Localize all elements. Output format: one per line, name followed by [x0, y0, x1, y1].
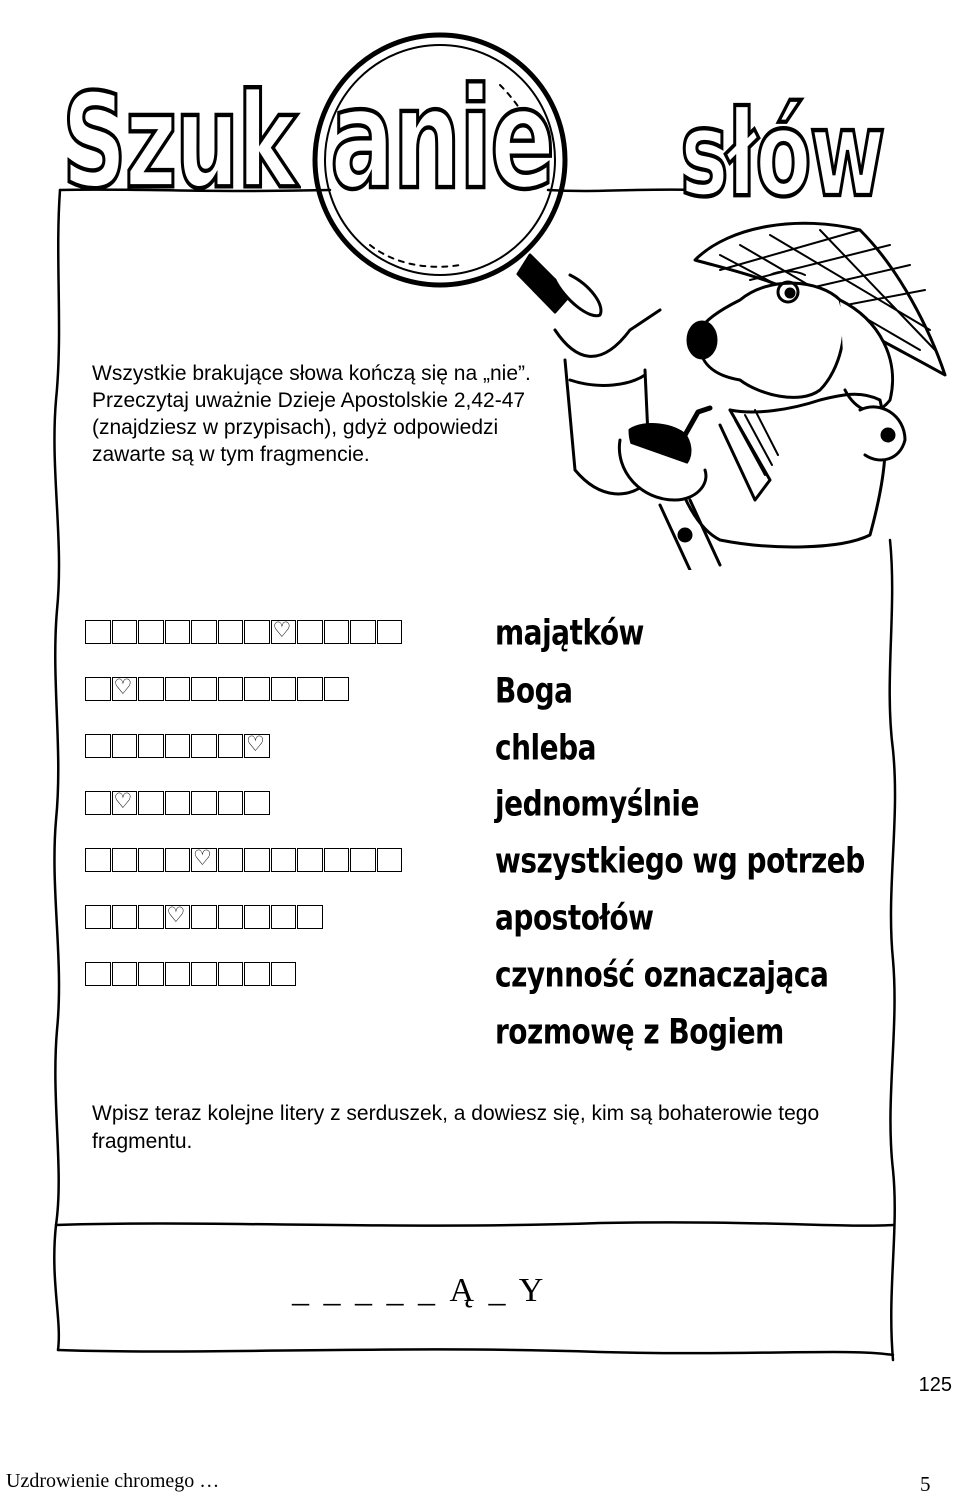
letter-box[interactable] — [165, 848, 191, 872]
letter-box[interactable] — [377, 620, 403, 644]
letter-box[interactable] — [191, 677, 217, 701]
clue-text: majątków — [495, 612, 644, 654]
letter-box[interactable] — [165, 962, 191, 986]
intro-text: Wszystkie brakujące słowa kończą się na „nie”. Przeczytaj uważnie Dzieje Apostolskie 2,42-47 (znajdziesz w przypisach), gdyż odpowiedzi zawarte są w tym fragmencie. — [92, 362, 531, 466]
clue-text: wszystkiego wg potrzeb — [495, 840, 865, 882]
heart-letter-box[interactable] — [244, 734, 270, 758]
letter-box[interactable] — [85, 734, 111, 758]
instructions-text: Wpisz teraz kolejne litery z serduszek, a dowiesz się, kim są bohaterowie tego fragmentu. — [92, 1102, 820, 1153]
letter-box[interactable] — [138, 620, 164, 644]
letter-box[interactable] — [377, 848, 403, 872]
letter-box[interactable] — [218, 962, 244, 986]
clue-text: rozmowę z Bogiem — [495, 1011, 784, 1053]
letter-box[interactable] — [165, 620, 191, 644]
letter-box[interactable] — [297, 677, 323, 701]
clue-text: Boga — [495, 670, 573, 712]
footer-title: Uzdrowienie chromego … — [6, 1470, 220, 1492]
letter-box[interactable] — [138, 905, 164, 929]
letter-box-row[interactable] — [85, 734, 271, 762]
letter-box[interactable] — [191, 905, 217, 929]
letter-box[interactable] — [218, 905, 244, 929]
letter-box[interactable] — [165, 791, 191, 815]
clue-text: apostołów — [495, 897, 654, 939]
answer-line[interactable]: _ _ _ _ _ Ą _ Y — [292, 1272, 547, 1309]
letter-box[interactable] — [324, 620, 350, 644]
letter-box-row[interactable] — [85, 677, 350, 705]
letter-box[interactable] — [85, 620, 111, 644]
clue-text: chleba — [495, 727, 597, 769]
letter-box[interactable] — [297, 620, 323, 644]
heart-letter-box[interactable] — [271, 620, 297, 644]
letter-box[interactable] — [112, 905, 138, 929]
letter-box[interactable] — [244, 905, 270, 929]
letter-box[interactable] — [271, 848, 297, 872]
letter-box[interactable] — [191, 791, 217, 815]
clue-text: czynność oznaczająca — [495, 954, 829, 996]
letter-box[interactable] — [244, 677, 270, 701]
letter-box-row[interactable] — [85, 905, 324, 933]
title-part-szuk: Szuk — [62, 66, 296, 219]
letter-box[interactable] — [350, 620, 376, 644]
title-part-anie: anie — [330, 58, 554, 221]
letter-box[interactable] — [112, 734, 138, 758]
heart-letter-box[interactable] — [191, 848, 217, 872]
letter-box[interactable] — [112, 620, 138, 644]
letter-box-row[interactable] — [85, 620, 403, 648]
letter-box[interactable] — [85, 677, 111, 701]
letter-box[interactable] — [218, 791, 244, 815]
heart-letter-box[interactable] — [112, 677, 138, 701]
letter-box[interactable] — [191, 734, 217, 758]
letter-box[interactable] — [85, 791, 111, 815]
letter-box[interactable] — [112, 962, 138, 986]
letter-box[interactable] — [297, 848, 323, 872]
letter-box[interactable] — [218, 848, 244, 872]
letter-box[interactable] — [138, 962, 164, 986]
heart-letter-box[interactable] — [112, 791, 138, 815]
letter-box[interactable] — [350, 848, 376, 872]
letter-box[interactable] — [271, 962, 297, 986]
letter-box[interactable] — [85, 905, 111, 929]
clue-text: jednomyślnie — [495, 783, 700, 825]
letter-box-row[interactable] — [85, 791, 271, 819]
letter-box[interactable] — [271, 677, 297, 701]
letter-box[interactable] — [138, 848, 164, 872]
letter-box[interactable] — [218, 677, 244, 701]
page-number: 125 — [918, 1374, 952, 1396]
letter-box[interactable] — [244, 620, 270, 644]
letter-box[interactable] — [165, 677, 191, 701]
letter-box[interactable] — [85, 962, 111, 986]
letter-box[interactable] — [244, 848, 270, 872]
letter-box[interactable] — [138, 677, 164, 701]
letter-box[interactable] — [112, 848, 138, 872]
letter-box[interactable] — [324, 677, 350, 701]
title-part-slow: słów — [680, 86, 884, 224]
letter-box[interactable] — [218, 734, 244, 758]
letter-box[interactable] — [218, 620, 244, 644]
letter-box[interactable] — [324, 848, 350, 872]
letter-box[interactable] — [191, 962, 217, 986]
letter-box[interactable] — [271, 905, 297, 929]
letter-box[interactable] — [244, 791, 270, 815]
letter-box[interactable] — [138, 734, 164, 758]
letter-box[interactable] — [165, 734, 191, 758]
letter-box[interactable] — [85, 848, 111, 872]
letter-box[interactable] — [191, 620, 217, 644]
footer-page-number: 5 — [920, 1472, 931, 1496]
heart-letter-box[interactable] — [165, 905, 191, 929]
letter-box[interactable] — [297, 905, 323, 929]
letter-box-row[interactable] — [85, 848, 403, 876]
letter-box-row[interactable] — [85, 962, 297, 990]
letter-box[interactable] — [138, 791, 164, 815]
letter-box[interactable] — [244, 962, 270, 986]
